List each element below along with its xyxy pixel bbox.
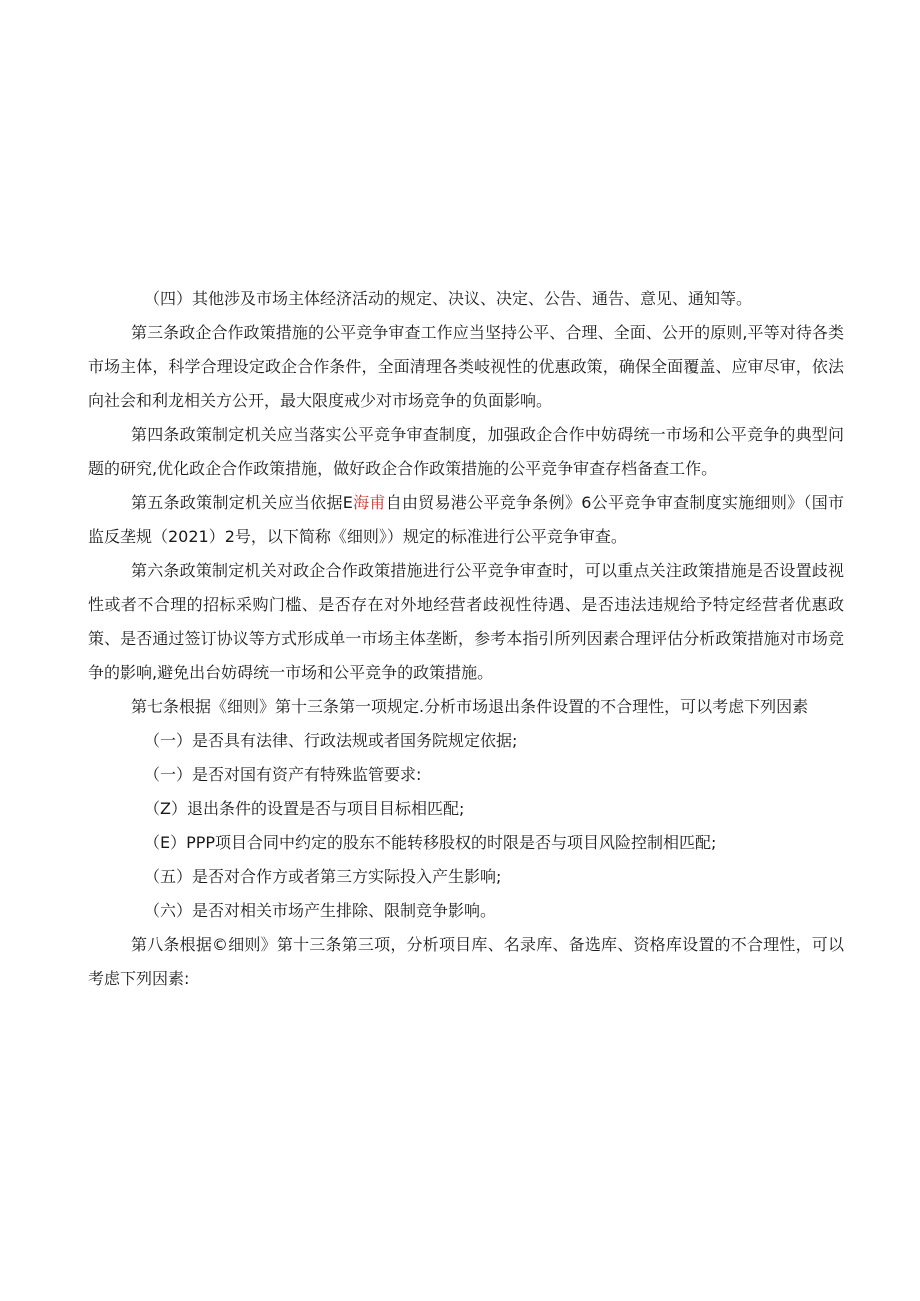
article-5-paragraph [88,486,844,554]
article-7-item-4: （E）PPP项目合同中约定的股东不能转移股权的时限是否与项目风险控制相匹配; [144,833,717,852]
article-7-paragraph: 第七条根据《细则》第十三条第一项规定.分析市场退出条件设置的不合理性，可以考虑下列因素 [131,697,809,716]
article-3-paragraph: 第三条政企合作政策措施的公平竞争审查工作应当坚持公平、合理、全面、公开的原则,平等对待各类市场主体，科学合理设定政企合作条件，全面清理各类岐视性的优惠政策，确保全面覆盖、应审尽审，依法向社会和利龙相关方公开，最大限度戒少对市场竞争的负面影响。 [88,323,844,410]
document-body [88,282,844,996]
article-7-item-5: （五）是否对合作方或者第三方实际投入产生影响; [144,867,502,886]
article-5-text-after: 自由贸易港公平竞争条例》6公平竞争审查制度实施细则》（国市监反垄规（2021）2号，以下简称《细则》）规定的标准进行公平竞争审查。 [88,493,844,546]
article-7-item-1: （一）是否具有法律、行政法规或者国务院规定依据; [144,731,518,750]
article-5-text-before: 第五条政策制定机关应当依据E [131,493,353,512]
article-7-item-3: （Z）退出条件的设置是否与项目目标相匹配; [144,799,465,818]
article-7-item-2: （一）是否对国有资产有特殊监管要求: [144,765,422,784]
article-7-item-6: （六）是否对相关市场产生排除、限制竞争影响。 [144,901,497,920]
article-8-paragraph: 第八条根据©细则》第十三条第三项，分析项目库、名录库、备选库、资格库设置的不合理性，可以考虑下列因素: [88,935,844,988]
article-4-paragraph: 第四条政策制定机关应当落实公平竞争审查制度，加强政企合作中妨碍统一市场和公平竞争的典型问题的研究,优化政企合作政策措施，做好政企合作政策措施的公平竞争审查存档备查工作。 [88,425,844,478]
article-5-red-text: 海甫 [352,493,386,512]
article-6-paragraph: 第六条政策制定机关对政企合作政策措施进行公平竞争审查时，可以重点关注政策措施是否设置歧视性或者不合理的招标采购门槛、是否存在对外地经营者歧视性待遇、是否违法违规给予特定经营者优惠政策、是否通过签订协议等方式形成单一市场主体垄断，参考本指引所列因素合理评估分析政策措施对市场竞争的影响,避免出台妨碍统一市场和公平竞争的政策措施。 [88,561,844,682]
clause-item-4: （四）其他涉及市场主体经济活动的规定、决议、决定、公告、通告、意见、通知等。 [144,289,753,308]
